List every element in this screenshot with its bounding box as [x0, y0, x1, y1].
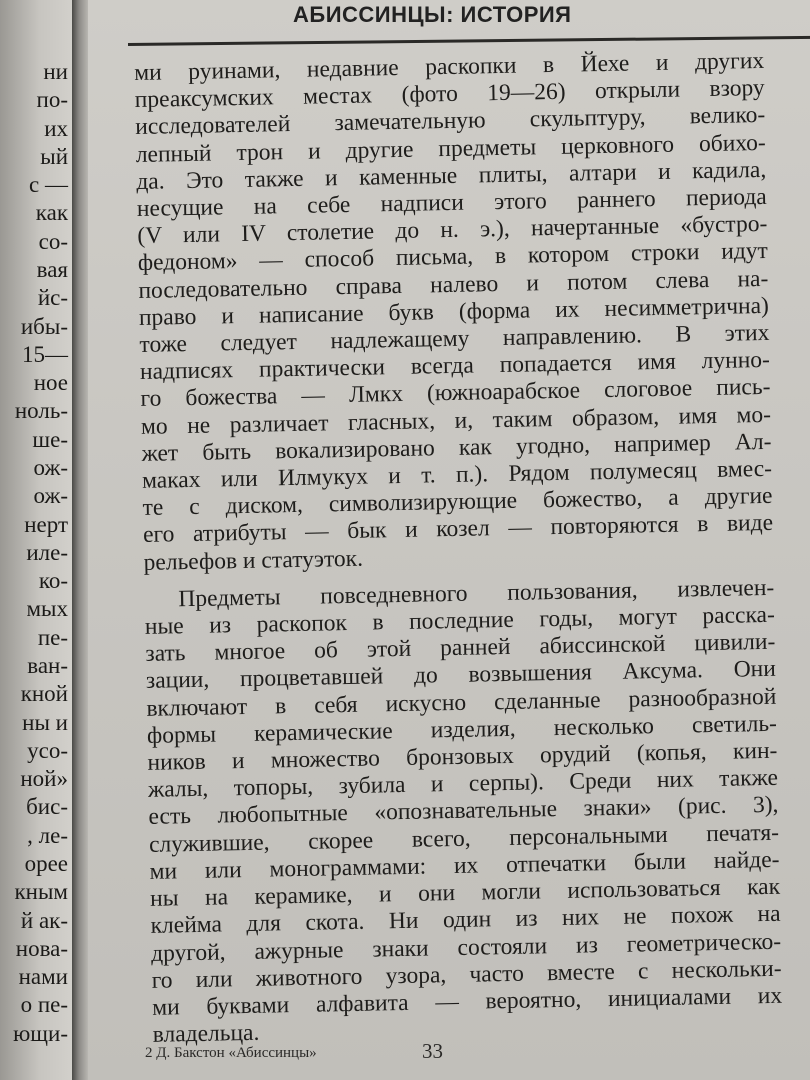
- text-line: ны на керамике, и они могли использоваться как: [149, 873, 781, 912]
- previous-page-line: йс-: [37, 285, 68, 310]
- previous-page-line: , ле-: [27, 823, 68, 848]
- text-line: право и написание букв (форма их несимметрична): [138, 292, 770, 331]
- previous-page-line: со-: [38, 229, 68, 254]
- previous-page-line: ни: [43, 59, 68, 84]
- header-rule: [128, 36, 810, 46]
- previous-page-line: ый: [40, 144, 68, 169]
- paragraph-2: [144, 575, 783, 1049]
- text-line: зации, процветавшей до возвышения Аксума. Они: [145, 656, 777, 695]
- text-line: федоном» — способ письма, в котором строки идут: [137, 238, 769, 277]
- page-number: 33: [422, 1039, 443, 1063]
- text-line: несущие на себе надписи этого раннего периода: [136, 183, 767, 222]
- text-line: служившие, скорее всего, персональными печатя-: [148, 819, 780, 858]
- running-header: АБИССИНЦЫ: ИСТОРИЯ: [293, 2, 572, 27]
- previous-page-line: кным: [14, 879, 68, 904]
- previous-page-line: ющи-: [13, 1021, 68, 1046]
- previous-page-line: их: [44, 116, 68, 141]
- text-line: рельефов и статуэток.: [143, 545, 364, 576]
- text-line: последовательно справа налево и потом слева на-: [138, 265, 769, 304]
- book-page: [88, 0, 810, 1080]
- text-line: клейма для скота. Ни один из них не похож на: [150, 901, 781, 940]
- text-line: го божества — Лмкх (южноарабское слоговое пись-: [140, 374, 771, 413]
- text-line: ми буквами алфавита — вероятно, инициалами их: [151, 982, 783, 1021]
- previous-page-line: ше-: [32, 427, 68, 452]
- previous-page-edge: [0, 0, 72, 1080]
- previous-page-line: ко-: [38, 568, 68, 593]
- text-line: маках или Илмукух и т. п.). Рядом полумесяц вмес-: [141, 455, 773, 494]
- text-line: жет быть вокализировано как угодно, например Ал-: [141, 428, 772, 467]
- text-line: включают в себя искусно сделанные разнообразной: [146, 683, 777, 722]
- previous-page-line: ож-: [33, 483, 68, 508]
- previous-page-line: кной: [20, 681, 68, 706]
- previous-page-line: орее: [24, 851, 68, 876]
- text-line: жалы, топоры, зубила и серпы). Среди них также: [147, 765, 779, 804]
- text-line: надписях практически всегда попадается имя лунно-: [139, 347, 771, 386]
- text-line: формы керамические изделия, несколько светиль-: [146, 710, 778, 749]
- previous-page-line: й ак-: [20, 908, 68, 933]
- text-line: ми или монограммами: их отпечатки были найде-: [149, 846, 780, 885]
- previous-page-line: пе-: [37, 625, 68, 650]
- previous-page-line: нерт: [24, 512, 68, 537]
- text-line: да. Это также и каменные плиты, алтари и кадила,: [136, 156, 767, 195]
- text-line: го или животного узора, часто вместе с нескольки-: [151, 955, 782, 994]
- previous-page-line: вая: [36, 257, 68, 282]
- previous-page-line: ибы-: [20, 314, 68, 339]
- previous-page-line: с —: [29, 172, 68, 197]
- text-line: ми руинами, недавние раскопки в Йехе и других: [134, 47, 765, 86]
- text-line: владельца.: [152, 1019, 260, 1048]
- previous-page-line: ное: [33, 370, 68, 395]
- previous-page-line: ноль-: [14, 398, 68, 423]
- footnote: 2 Д. Бакстон «Абиссинцы»: [145, 1045, 317, 1061]
- previous-page-line: бис-: [26, 794, 68, 819]
- previous-page-line: ван-: [27, 653, 68, 678]
- previous-page-line: усо-: [27, 738, 68, 763]
- previous-page-line: 15—: [22, 342, 68, 367]
- text-line: ников и множество бронзовых орудий (копья, кин-: [147, 737, 778, 776]
- previous-page-line: как: [35, 200, 68, 225]
- text-line: те с диском, символизирующие божество, а другие: [142, 483, 773, 522]
- previous-page-line: ной»: [20, 766, 68, 791]
- previous-page-line: ож-: [33, 455, 68, 480]
- body-text: [134, 48, 783, 1049]
- text-line: лепный трон и другие предметы церковного обихо-: [135, 129, 766, 168]
- text-line: преаксумских местах (фото 19—26) открыли взору: [134, 75, 765, 114]
- previous-page-line: по-: [36, 87, 68, 112]
- paragraph-1: [134, 48, 774, 577]
- previous-page-line: нами: [18, 964, 68, 989]
- previous-page-line: о пе-: [20, 992, 68, 1017]
- text-line: исследователей замечательную скульптуру, велико-: [135, 102, 766, 141]
- book-gutter: [72, 0, 88, 1080]
- text-line: его атрибуты — бык и козел — повторяются в виде: [142, 510, 774, 549]
- text-line: есть любопытные «опознавательные знаки» (рис. 3),: [148, 792, 779, 831]
- previous-page-line: мых: [26, 596, 68, 621]
- text-line: зать многое об этой ранней абиссинской цивили-: [145, 629, 776, 668]
- previous-page-line: иле-: [26, 540, 68, 565]
- text-line: ные из раскопок в последние годы, могут расска-: [144, 601, 776, 640]
- text-line: (V или IV столетие до н. э.), начертанные «бустро-: [137, 211, 768, 250]
- text-line: тоже следует надлежащему направлению. В этих: [139, 319, 770, 358]
- text-line: другой, ажурные знаки состояли из геометрическо-: [150, 928, 782, 967]
- previous-page-line: ны и: [22, 710, 68, 735]
- text-line: Предметы повседневного пользования, извлечен-: [178, 574, 775, 613]
- text-line: мо не различает гласных, и, таким образом, имя мо-: [140, 401, 772, 440]
- previous-page-line: нова-: [15, 936, 68, 961]
